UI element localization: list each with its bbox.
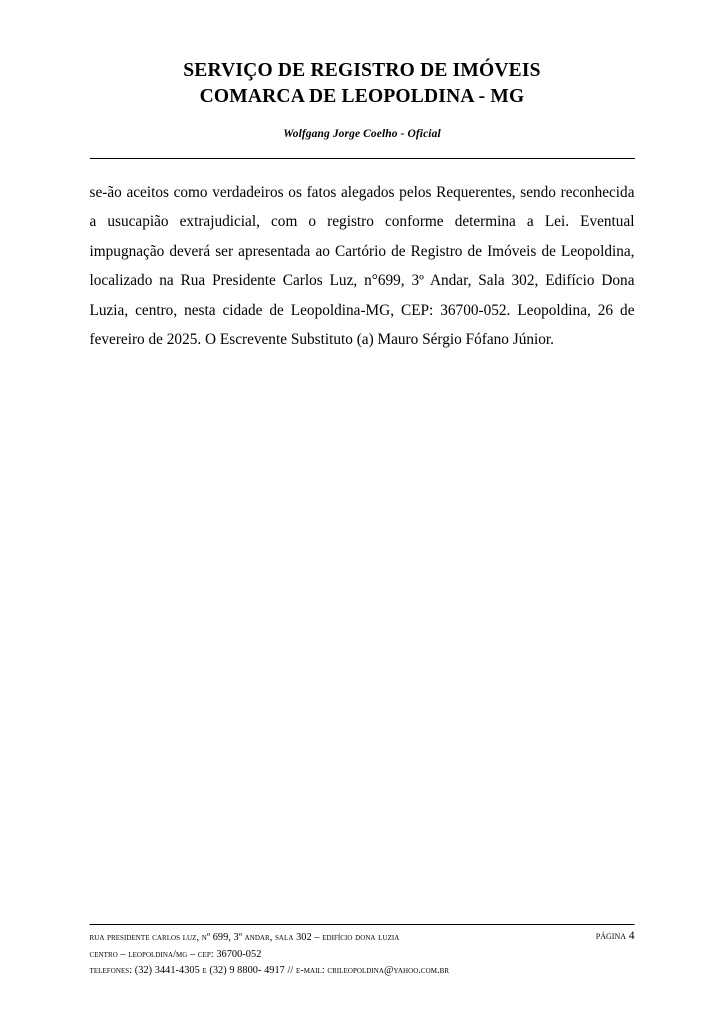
page-number: página 4	[595, 929, 635, 942]
header-divider	[90, 158, 635, 159]
page-title-line-2: COMARCA DE LEOPOLDINA - MG	[199, 86, 525, 108]
footer-address	[90, 930, 450, 980]
official-name: Wolfgang Jorge Coelho - Oficial	[283, 127, 441, 140]
body-paragraph: se-ão aceitos como verdadeiros os fatos alegados pelos Requerentes, sendo reconhecida a usucapião extrajudicial, com o registro conforme determina a Lei. Eventual impugnação deverá ser apresentada ao Cartório de Registro de Imóveis de Leopoldina, localizado na Rua Presidente Carlos Luz, n°699, 3º Andar, Sala 302, Edifício Dona Luzia, centro, nesta cidade de Leopoldina-MG, CEP: 36700-052. Leopoldina, 26 de fevereiro de 2025. O Escrevente Substituto (a) Mauro Sérgio Fófano Júnior.	[89, 183, 635, 349]
page-title-line-1: SERVIÇO DE REGISTRO DE IMÓVEIS	[183, 60, 541, 81]
document-header	[0, 0, 724, 159]
footer-address-line-1: rua presidente carlos luz, nº 699, 3º andar, sala 302 – edifício dona luzia	[89, 931, 400, 943]
footer-address-line-2: centro – leopoldina/mg – cep: 36700-052	[89, 948, 262, 960]
footer-address-line-3: telefones: (32) 3441-4305 e (32) 9 8800- 4917 // e-mail: crileopoldina@yahoo.com.br	[89, 965, 450, 977]
document-footer	[90, 924, 635, 980]
